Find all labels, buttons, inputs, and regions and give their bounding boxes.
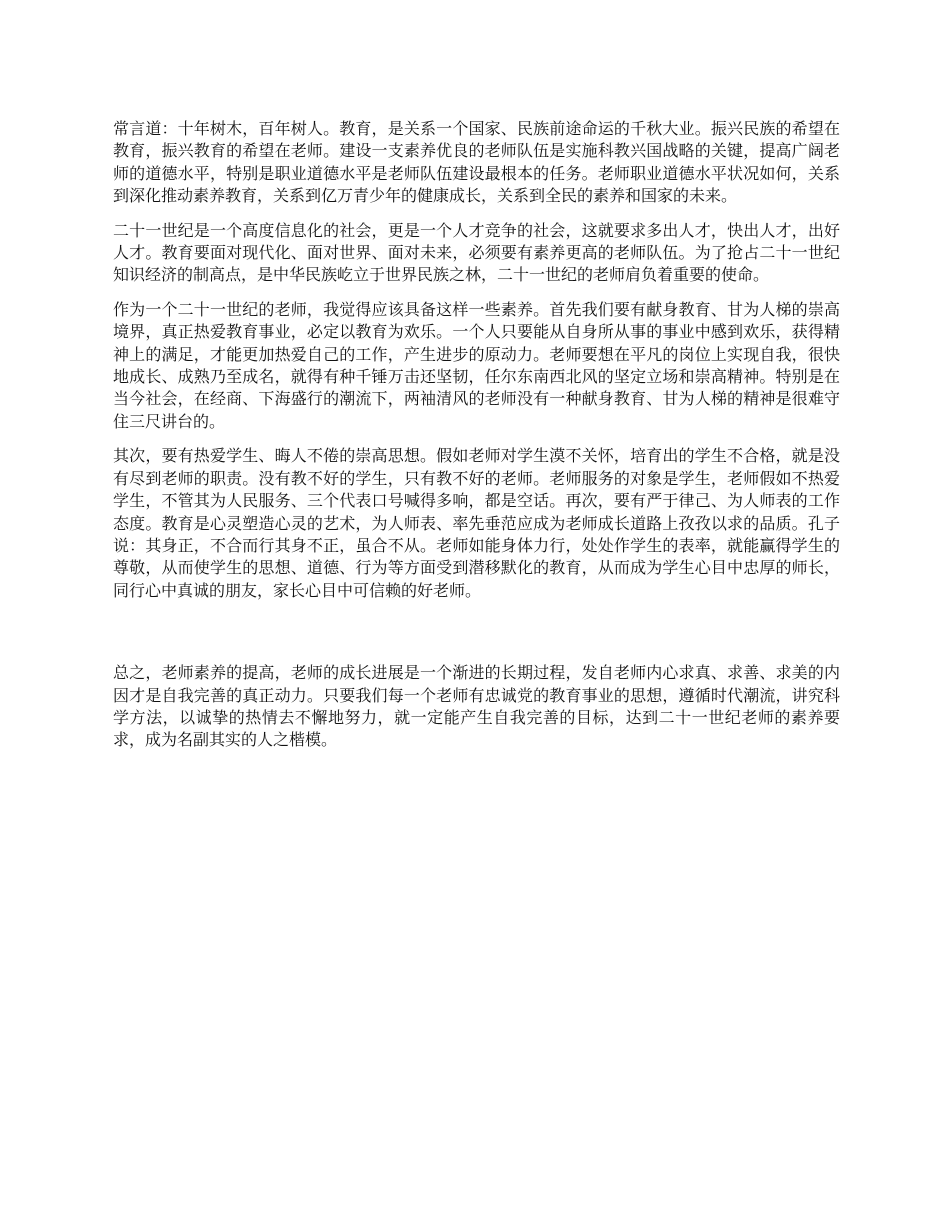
paragraph-conclusion: 总之，老师素养的提高，老师的成长进展是一个渐进的长期过程，发自老师内心求真、求善、求美的内因才是自我完善的真正动力。只要我们每一个老师有忠诚党的教育事业的思想，遵循时代潮流，讲究科学方法，以诚挚的热情去不懈地努力，就一定能产生自我完善的目标，达到二十一世纪老师的素养要求，成为名副其实的人之楷模。 xyxy=(113,663,840,750)
paragraph-21st-century: 二十一世纪是一个高度信息化的社会，更是一个人才竞争的社会，这就要求多出人才，快出人才，出好人才。教育要面对现代化、面对世界、面对未来，必须要有素养更高的老师队伍。为了抢占二十一世纪知识经济的制高点，是中华民族屹立于世界民族之林，二十一世纪的老师肩负着重要的使命。 xyxy=(113,220,840,285)
paragraph-dedication: 作为一个二十一世纪的老师，我觉得应该具备这样一些素养。首先我们要有献身教育、甘为人梯的崇高境界，真正热爱教育事业，必定以教育为欢乐。一个人只要能从自身所从事的事业中感到欢乐，获得精神上的满足，才能更加热爱自己的工作，产生进步的原动力。老师要想在平凡的岗位上实现自我，很快地成长、成熟乃至成名，就得有种千锤万击还坚韧，任尔东南西北风的坚定立场和崇高精神。特别是在当今社会，在经商、下海盛行的潮流下，两袖清风的老师没有一种献身教育、甘为人梯的精神是很难守住三尺讲台的。 xyxy=(113,299,840,431)
paragraph-love-students: 其次，要有热爱学生、晦人不倦的崇高思想。假如老师对学生漠不关怀，培育出的学生不合格，就是没有尽到老师的职责。没有教不好的学生，只有教不好的老师。老师服务的对象是学生，老师假如不热爱学生，不管其为人民服务、三个代表口号喊得多响，都是空话。再次，要有严于律己、为人师表的工作态度。教育是心灵塑造心灵的艺术，为人师表、率先垂范应成为老师成长道路上孜孜以求的品质。孔子说：其身正，不合而行其身不正，虽合不从。老师如能身体力行，处处作学生的表率，就能赢得学生的尊敬，从而使学生的思想、道德、行为等方面受到潜移默化的教育，从而成为学生心目中忠厚的师长，同行心中真诚的朋友，家长心目中可信赖的好老师。 xyxy=(113,446,840,600)
document-body xyxy=(113,118,840,764)
paragraph-intro: 常言道：十年树木，百年树人。教育，是关系一个国家、民族前途命运的千秋大业。振兴民族的希望在教育，振兴教育的希望在老师。建设一支素养优良的老师队伍是实施科教兴国战略的关键，提高广阔老师的道德水平，特别是职业道德水平是老师队伍建设最根本的任务。老师职业道德水平状况如何，关系到深化推动素养教育，关系到亿万青少年的健康成长，关系到全民的素养和国家的未来。 xyxy=(113,119,840,206)
blank-spacer xyxy=(113,614,840,662)
